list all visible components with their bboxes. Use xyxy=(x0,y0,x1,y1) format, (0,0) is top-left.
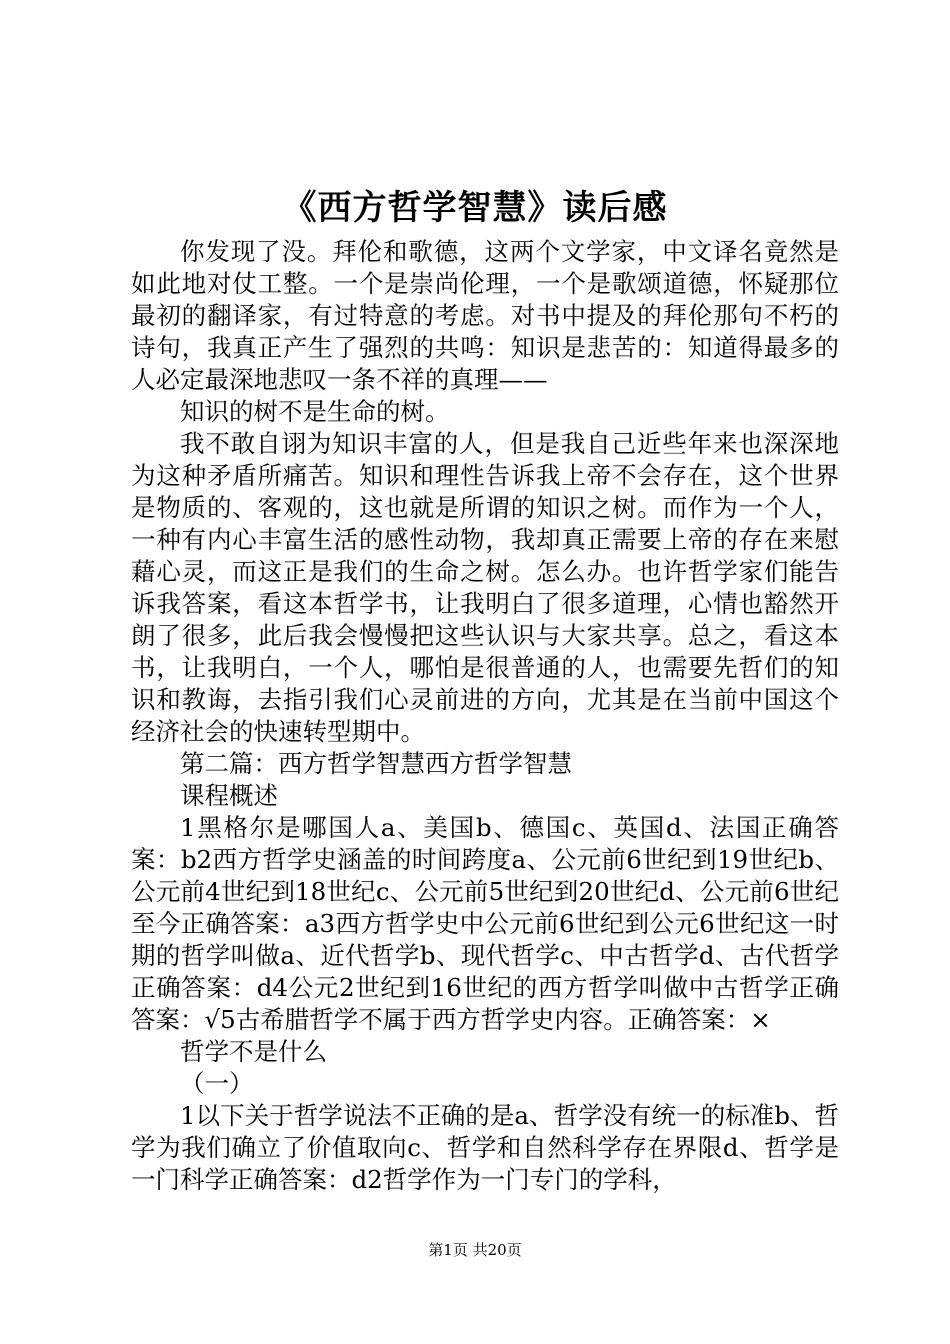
page-footer: 第1页 共20页 xyxy=(428,1241,522,1259)
paragraph-tree-of-knowledge: 知识的树不是生命的树。 xyxy=(180,397,450,426)
paragraph-quiz-two: 1以下关于哲学说法不正确的是a、哲学没有统一的标准b、哲学为我们确立了价值取向c、哲学和自然科学存在界限d、哲学是一门科学正确答案：d2哲学作为一门专门的学科， xyxy=(131,1101,839,1194)
paragraph-contradiction: 我不敢自诩为知识丰富的人，但是我自己近些年来也深深地为这种矛盾所痛苦。知识和理性告诉我上帝不会存在，这个世界是物质的、客观的，这也就是所谓的知识之树。而作为一个人，一种有内心丰富生活的感性动物，我却真正需要上帝的存在来慰藉心灵，而这正是我们的生命之树。怎么办。也许哲学家们能告诉我答案，看这本哲学书，让我明白了很多道理，心情也豁然开朗了很多，此后我会慢慢把这些认识与大家共享。总之，看这本书，让我明白，一个人，哪怕是很普通的人，也需要先哲们的知识和教诲，去指引我们心灵前进的方向，尤其是在当前中国这个经济社会的快速转型期中。 xyxy=(131,429,839,746)
document-body xyxy=(131,236,839,1196)
paragraph-quiz-one: 1黑格尔是哪国人a、美国b、德国c、英国d、法国正确答案：b2西方哲学史涵盖的时间跨度a、公元前6世纪到19世纪b、公元前4世纪到18世纪c、公元前5世纪到20世纪d、公元前6世纪至今正确答案：a3西方哲学史中公元前6世纪到公元6世纪这一时期的哲学叫做a、近代哲学b、现代哲学c、中古哲学d、古代哲学正确答案：d4公元2世纪到16世纪的西方哲学叫做中古哲学正确答案：√5古希腊哲学不属于西方哲学史内容。正确答案：× xyxy=(131,813,839,1034)
section-heading-what-philosophy-is-not: 哲学不是什么 xyxy=(180,1037,327,1066)
section-subheading-one: （一） xyxy=(180,1069,254,1098)
section-heading-course-overview: 课程概述 xyxy=(180,781,278,810)
document-title: 《西方哲学智慧》读后感 xyxy=(282,188,668,228)
paragraph-byron-goethe: 你发现了没。拜伦和歌德，这两个文学家，中文译名竟然是如此地对仗工整。一个是崇尚伦理，一个是歌颂道德，怀疑那位最初的翻译家，有过特意的考虑。对书中提及的拜伦那句不朽的诗句，我真正产生了强烈的共鸣：知识是悲苦的：知道得最多的人必定最深地悲叹一条不祥的真理—— xyxy=(131,237,839,394)
section-heading-part-two: 第二篇：西方哲学智慧西方哲学智慧 xyxy=(180,749,572,778)
